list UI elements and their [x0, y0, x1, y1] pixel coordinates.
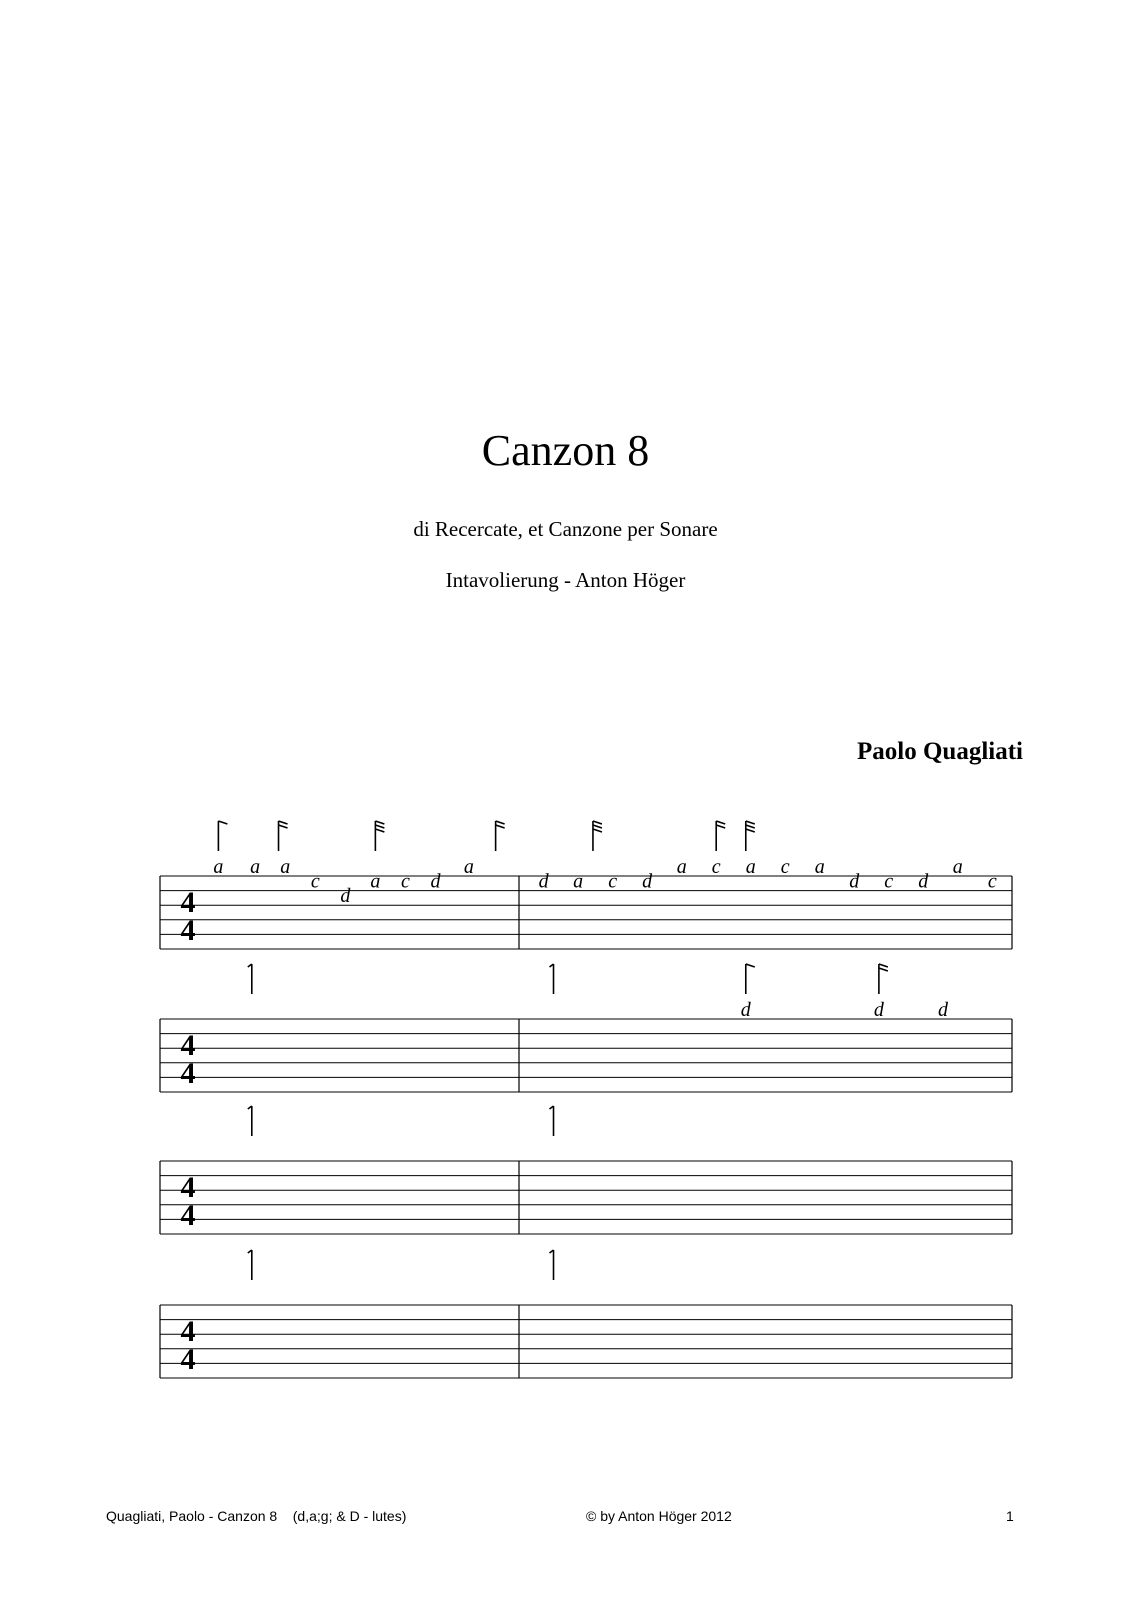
- tab-letter: d: [340, 885, 351, 908]
- rhythm-flag: [879, 968, 888, 971]
- tab-letter: d: [740, 999, 751, 1021]
- rhythm-flag: [496, 821, 505, 824]
- rhythm-flag: [879, 964, 888, 967]
- rhythm-flag: [279, 821, 288, 824]
- rhythm-flag: [593, 825, 602, 828]
- arranger-credit: Intavolierung - Anton Höger: [445, 568, 686, 592]
- tab-letter: d: [538, 870, 549, 893]
- tab-letter: c: [608, 870, 618, 893]
- rhythm-flag: [746, 964, 755, 967]
- tab-letter: a: [676, 856, 687, 878]
- tab-letter: c: [884, 870, 894, 893]
- tab-letter: a: [573, 870, 584, 893]
- tab-letter: d: [642, 870, 653, 893]
- rhythm-flag: [496, 825, 505, 828]
- time-signature-denominator: 4: [180, 1199, 196, 1232]
- time-signature-numerator: 4: [180, 886, 196, 919]
- rhythm-flag: [375, 821, 384, 824]
- tab-letter: d: [937, 999, 948, 1021]
- tab-letter: c: [711, 856, 721, 878]
- tab-letter: a: [814, 856, 825, 878]
- tab-letter: c: [310, 870, 320, 893]
- tab-letter: a: [213, 856, 224, 878]
- time-signature-denominator: 4: [180, 914, 196, 947]
- rhythm-flag: [746, 829, 755, 832]
- tab-letter: a: [952, 856, 963, 878]
- footer-copyright: © by Anton Höger 2012: [586, 1508, 732, 1524]
- composer-name: Paolo Quagliati: [857, 738, 1023, 765]
- tab-letter: c: [987, 870, 997, 893]
- time-signature-denominator: 4: [180, 1057, 196, 1090]
- time-signature-numerator: 4: [180, 1315, 196, 1348]
- rhythm-flag: [279, 825, 288, 828]
- tab-letter: d: [918, 870, 929, 893]
- rhythm-flag: [593, 821, 602, 824]
- tab-letter: d: [430, 870, 441, 893]
- rhythm-flag: [716, 821, 725, 824]
- rhythm-flag: [746, 825, 755, 828]
- time-signature-numerator: 4: [180, 1029, 196, 1062]
- tab-letter: a: [280, 856, 291, 878]
- rhythm-flag: [375, 829, 384, 832]
- footer-source: Quagliati, Paolo - Canzon 8 (d,a;g; & D - lutes): [106, 1508, 407, 1524]
- page-number: 1: [1006, 1508, 1014, 1524]
- tab-letter: c: [400, 870, 410, 893]
- rhythm-flag: [716, 825, 725, 828]
- tab-letter: d: [873, 999, 884, 1021]
- tab-letter: a: [463, 856, 474, 878]
- piece-title: Canzon 8: [481, 426, 650, 475]
- rhythm-flag: [746, 821, 755, 824]
- piece-subtitle: di Recercate, et Canzone per Sonare: [413, 517, 718, 541]
- tab-letter: d: [849, 870, 860, 893]
- time-signature-numerator: 4: [180, 1171, 196, 1204]
- tab-letter: a: [370, 870, 381, 893]
- tab-letter: c: [780, 856, 790, 878]
- tab-letter: a: [250, 856, 261, 878]
- tab-letter: a: [745, 856, 756, 878]
- time-signature-denominator: 4: [180, 1343, 196, 1376]
- rhythm-flag: [375, 825, 384, 828]
- rhythm-flag: [218, 821, 227, 824]
- rhythm-flag: [593, 829, 602, 832]
